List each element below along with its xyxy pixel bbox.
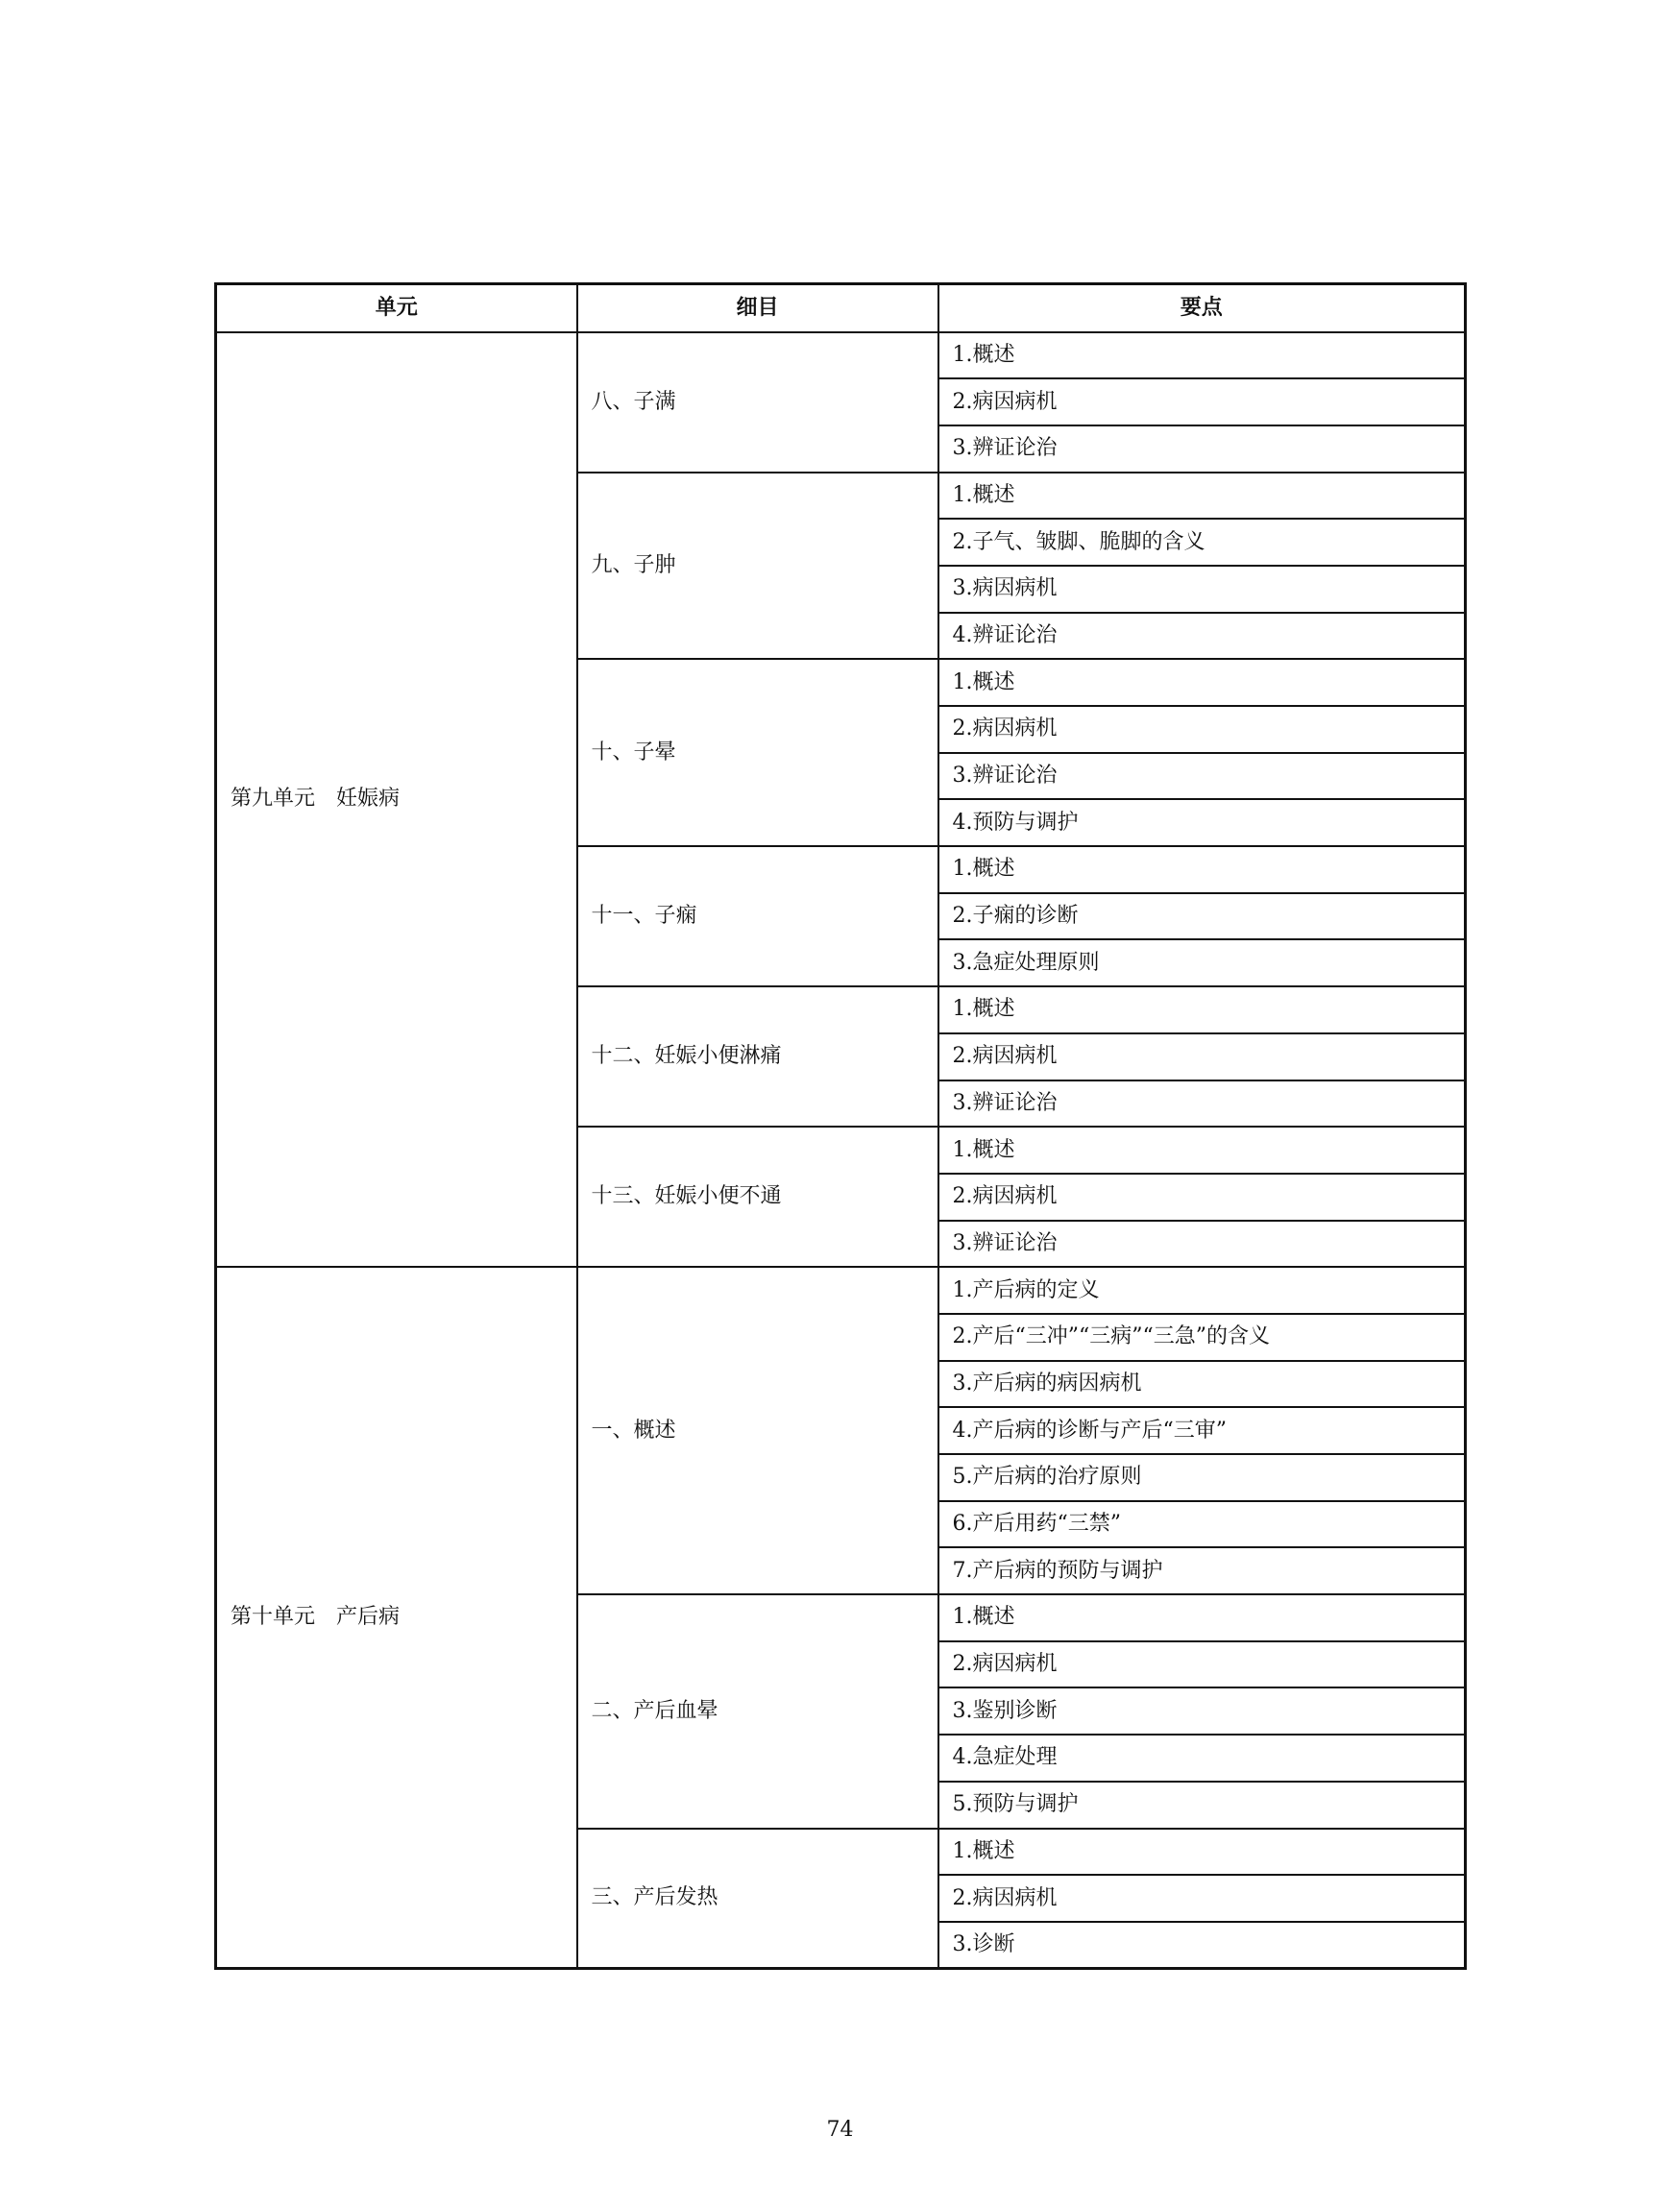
header-key-points: 要点 — [938, 284, 1466, 332]
table-row — [216, 332, 1466, 379]
section-cell: 十一、子痫 — [577, 846, 938, 986]
key-point-cell: 5.产后病的治疗原则 — [938, 1454, 1466, 1501]
key-point-cell: 2.病因病机 — [938, 1033, 1466, 1080]
key-point-cell: 4.产后病的诊断与产后“三审” — [938, 1407, 1466, 1454]
section-cell: 一、概述 — [577, 1267, 938, 1594]
key-point-cell: 6.产后用药“三禁” — [938, 1501, 1466, 1548]
section-cell: 九、子肿 — [577, 473, 938, 660]
key-point-cell: 3.急症处理原则 — [938, 939, 1466, 986]
key-point-cell: 2.子气、皱脚、脆脚的含义 — [938, 519, 1466, 566]
key-point-cell: 5.预防与调护 — [938, 1782, 1466, 1829]
unit-cell: 第九单元 妊娠病 — [216, 332, 577, 1268]
key-point-cell: 3.病因病机 — [938, 566, 1466, 613]
key-point-cell: 2.产后“三冲”“三病”“三急”的含义 — [938, 1314, 1466, 1361]
table-header-row — [216, 284, 1466, 332]
header-unit: 单元 — [216, 284, 577, 332]
key-point-cell: 1.概述 — [938, 1594, 1466, 1641]
key-point-cell: 3.辨证论治 — [938, 753, 1466, 800]
table-row — [216, 1267, 1466, 1314]
key-point-cell: 1.概述 — [938, 1127, 1466, 1174]
key-point-cell: 7.产后病的预防与调护 — [938, 1547, 1466, 1594]
key-point-cell: 1.概述 — [938, 1829, 1466, 1876]
key-point-cell: 1.概述 — [938, 332, 1466, 379]
key-point-cell: 2.子痫的诊断 — [938, 893, 1466, 940]
key-point-cell: 3.鉴别诊断 — [938, 1687, 1466, 1735]
section-cell: 二、产后血晕 — [577, 1594, 938, 1828]
key-point-cell: 1.概述 — [938, 659, 1466, 706]
section-cell: 十三、妊娠小便不通 — [577, 1127, 938, 1267]
key-point-cell: 2.病因病机 — [938, 1641, 1466, 1688]
key-point-cell: 2.病因病机 — [938, 378, 1466, 425]
key-point-cell: 1.产后病的定义 — [938, 1267, 1466, 1314]
key-point-cell: 4.急症处理 — [938, 1735, 1466, 1782]
key-point-cell: 1.概述 — [938, 473, 1466, 520]
key-point-cell: 1.概述 — [938, 846, 1466, 893]
section-cell: 八、子满 — [577, 332, 938, 473]
page-number: 74 — [826, 2118, 854, 2142]
key-point-cell: 2.病因病机 — [938, 1875, 1466, 1922]
key-point-cell: 4.辨证论治 — [938, 613, 1466, 660]
section-cell: 十二、妊娠小便淋痛 — [577, 986, 938, 1127]
key-point-cell: 1.概述 — [938, 986, 1466, 1033]
key-point-cell: 2.病因病机 — [938, 706, 1466, 753]
syllabus-table — [214, 282, 1467, 1970]
section-cell: 三、产后发热 — [577, 1829, 938, 1969]
key-point-cell: 3.辨证论治 — [938, 1221, 1466, 1268]
key-point-cell: 3.诊断 — [938, 1922, 1466, 1969]
unit-cell: 第十单元 产后病 — [216, 1267, 577, 1968]
header-item: 细目 — [577, 284, 938, 332]
key-point-cell: 2.病因病机 — [938, 1174, 1466, 1221]
key-point-cell: 3.产后病的病因病机 — [938, 1361, 1466, 1408]
key-point-cell: 3.辨证论治 — [938, 425, 1466, 473]
table-body — [216, 332, 1466, 1969]
key-point-cell: 3.辨证论治 — [938, 1080, 1466, 1128]
section-cell: 十、子晕 — [577, 659, 938, 846]
key-point-cell: 4.预防与调护 — [938, 799, 1466, 846]
